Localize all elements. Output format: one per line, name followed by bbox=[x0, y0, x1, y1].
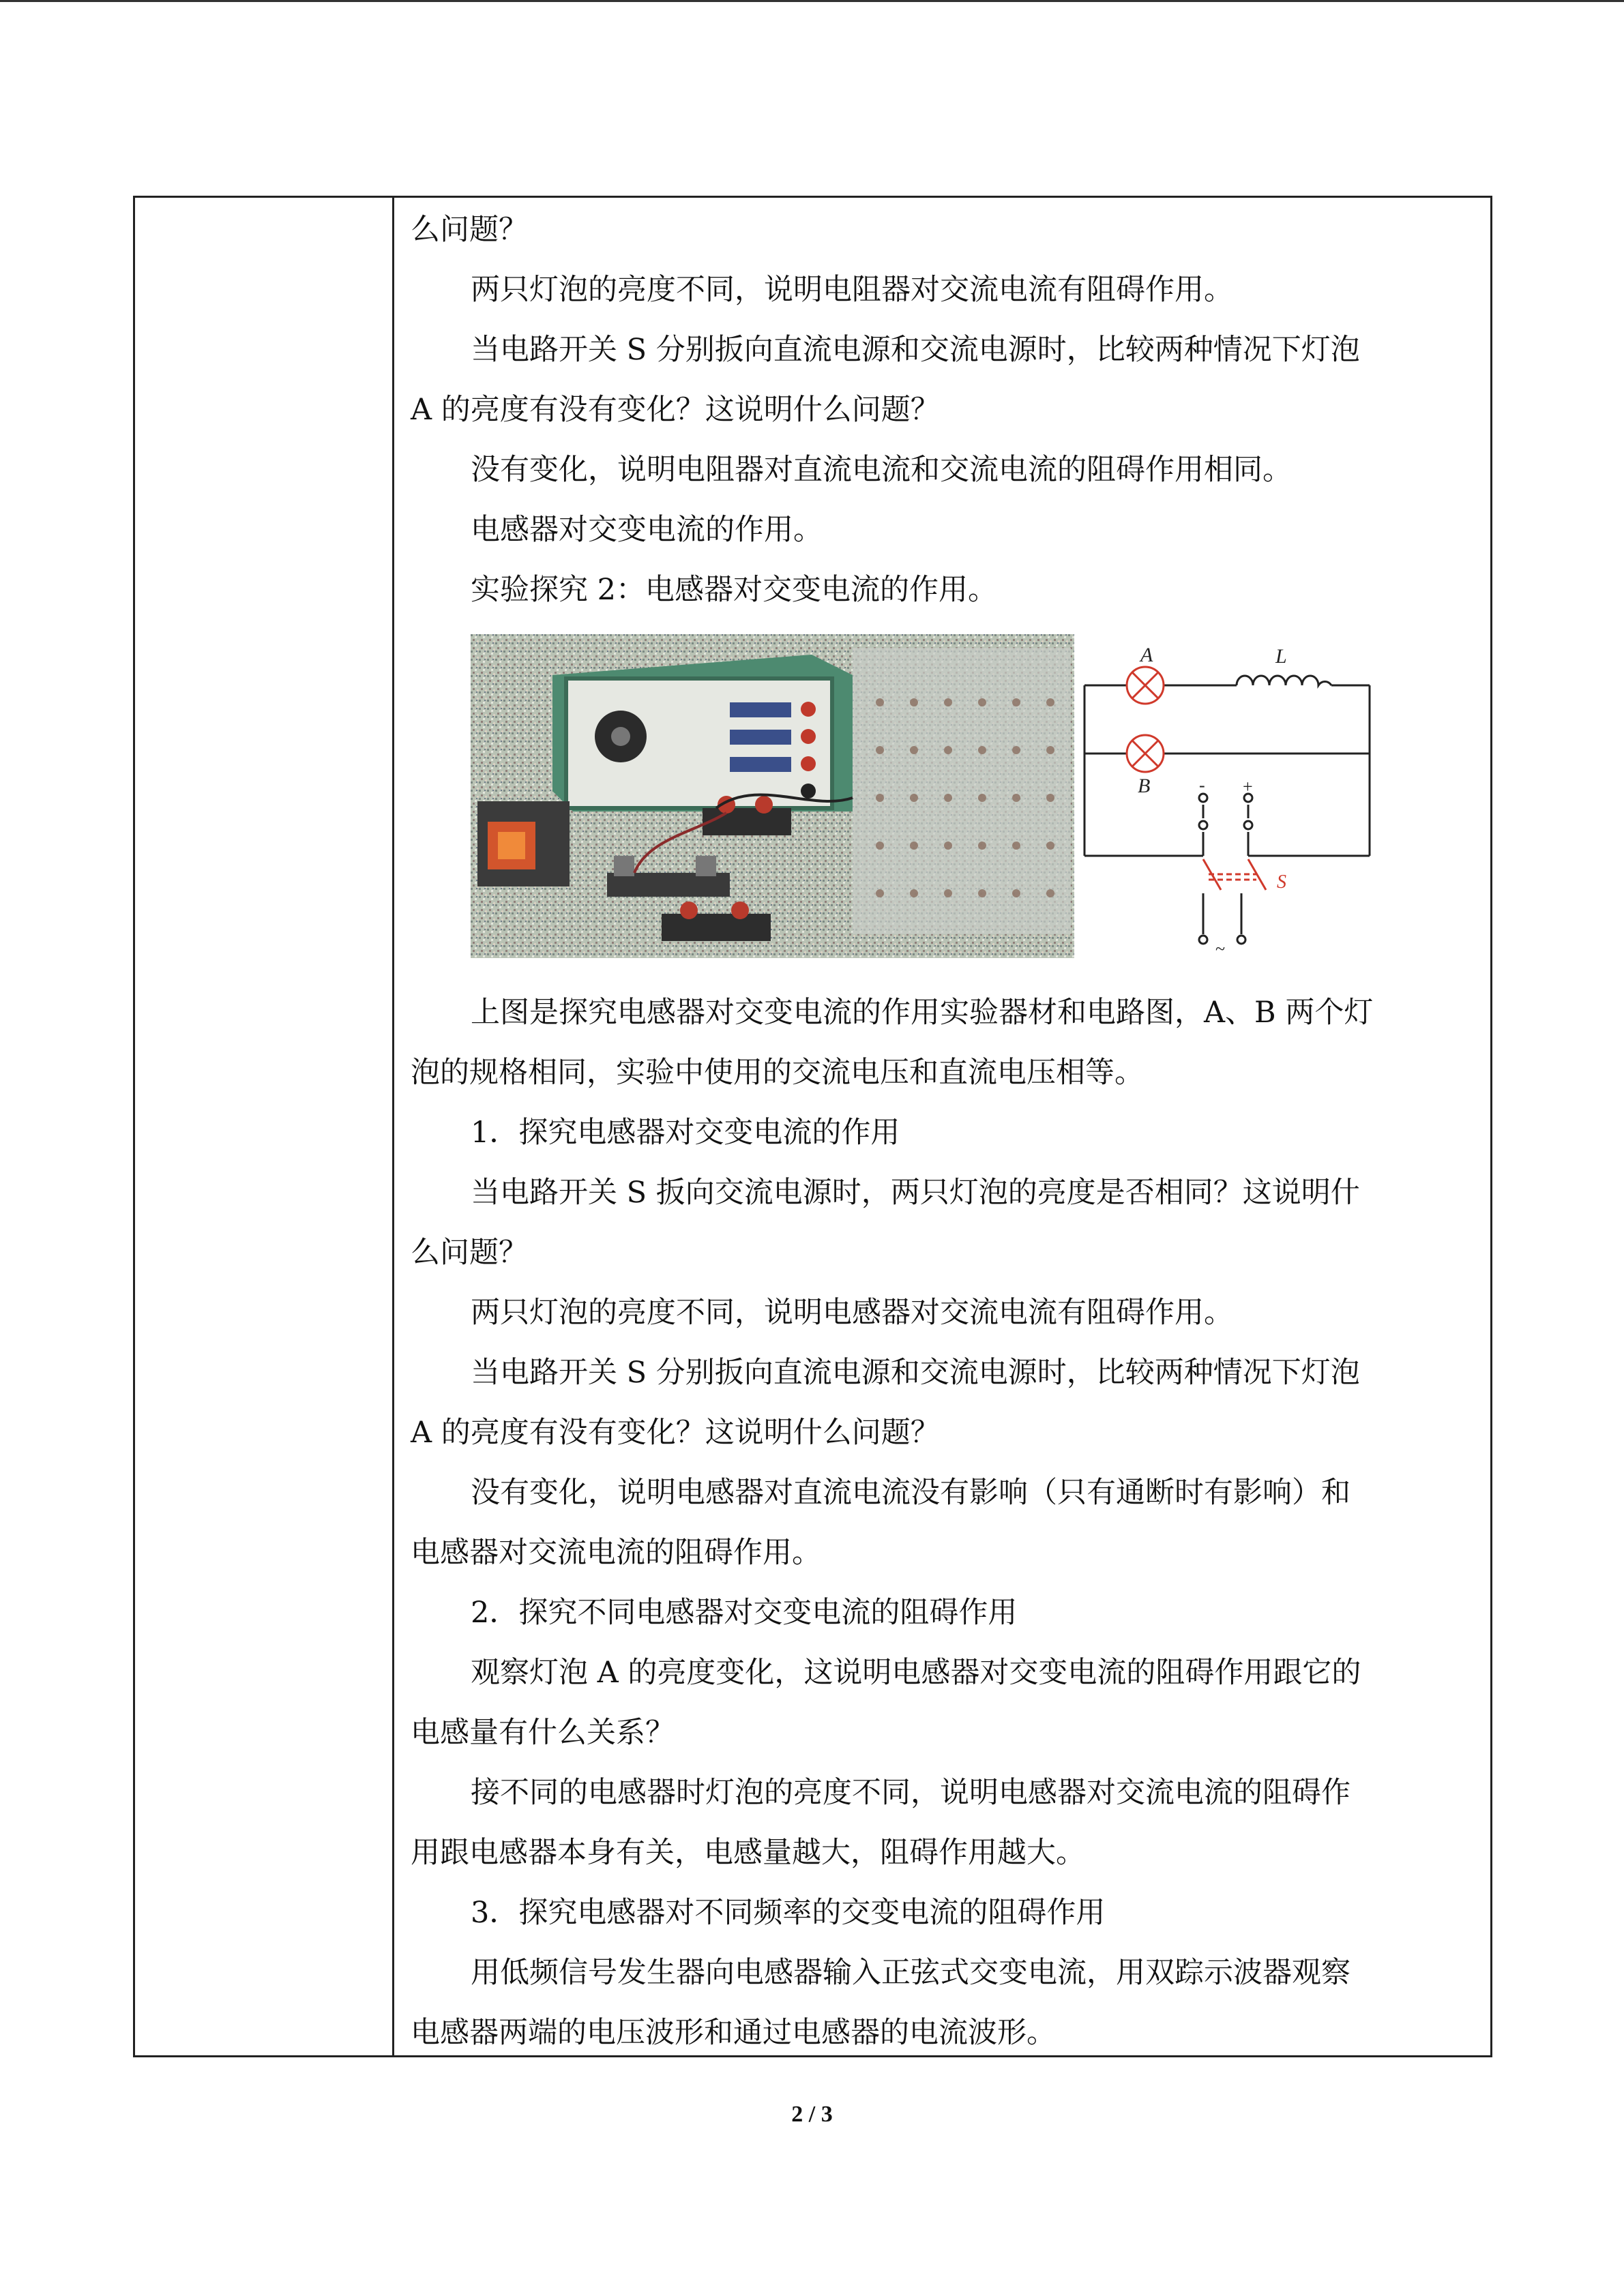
text-line: 2．探究不同电感器对交变电流的阻碍作用 bbox=[471, 1596, 1018, 1630]
lesson-table bbox=[133, 196, 1492, 2057]
text-line: 用跟电感器本身有关，电感量越大，阻碍作用越大。 bbox=[411, 1836, 1085, 1870]
text-line: 没有变化，说明电阻器对直流电流和交流电流的阻碍作用相同。 bbox=[471, 453, 1292, 487]
text-line: 实验探究 2：电感器对交变电流的作用。 bbox=[471, 573, 998, 607]
ac-symbol-label: ~ bbox=[1215, 939, 1226, 959]
text-line: 当电路开关 S 扳向交流电源时，两只灯泡的亮度是否相同？这说明什 bbox=[471, 1176, 1360, 1210]
page-number: 2 / 3 bbox=[791, 2102, 833, 2127]
text-line: 两只灯泡的亮度不同，说明电阻器对交流电流有阻碍作用。 bbox=[471, 273, 1233, 307]
text-line: 接不同的电感器时灯泡的亮度不同，说明电感器对交流电流的阻碍作 bbox=[471, 1776, 1350, 1810]
text-line: 两只灯泡的亮度不同，说明电感器对交流电流有阻碍作用。 bbox=[471, 1296, 1233, 1330]
table-left-column bbox=[135, 198, 394, 2055]
text-line: 泡的规格相同，实验中使用的交流电压和直流电压相等。 bbox=[411, 1056, 1144, 1090]
text-line: A 的亮度有没有变化？这说明什么问题？ bbox=[411, 1416, 940, 1450]
experiment-figure bbox=[471, 634, 1412, 961]
text-line: 么问题？ bbox=[411, 1236, 528, 1270]
text-line: 观察灯泡 A 的亮度变化，这说明电感器对交变电流的阻碍作用跟它的 bbox=[471, 1656, 1361, 1690]
dc-plus-label: + bbox=[1243, 777, 1253, 796]
inductor-label: L bbox=[1275, 645, 1287, 668]
text-line: 电感量有什么关系？ bbox=[411, 1716, 675, 1750]
equipment-photo bbox=[471, 634, 1074, 958]
text-line: 么问题？ bbox=[411, 213, 528, 247]
lamp-b-label: B bbox=[1138, 775, 1151, 797]
text-line: 当电路开关 S 分别扳向直流电源和交流电源时，比较两种情况下灯泡 bbox=[471, 333, 1360, 367]
text-line: A 的亮度有没有变化？这说明什么问题？ bbox=[411, 393, 940, 427]
text-line: 电感器两端的电压波形和通过电感器的电流波形。 bbox=[411, 2016, 1056, 2050]
lamp-a-label: A bbox=[1140, 644, 1153, 666]
text-line: 没有变化，说明电感器对直流电流没有影响（只有通断时有影响）和 bbox=[471, 1476, 1350, 1510]
dc-minus-label: - bbox=[1199, 775, 1205, 795]
text-line: 1．探究电感器对交变电流的作用 bbox=[471, 1116, 900, 1150]
text-line: 当电路开关 S 分别扳向直流电源和交流电源时，比较两种情况下灯泡 bbox=[471, 1356, 1360, 1390]
text-line: 电感器对交变电流的作用。 bbox=[471, 513, 823, 547]
text-line: 3．探究电感器对不同频率的交变电流的阻碍作用 bbox=[471, 1896, 1106, 1930]
page-top-rule bbox=[0, 0, 1624, 2]
text-line: 上图是探究电感器对交变电流的作用实验器材和电路图，A、B 两个灯 bbox=[471, 996, 1374, 1030]
text-line: 电感器对交流电流的阻碍作用。 bbox=[411, 1536, 821, 1570]
text-line: 用低频信号发生器向电感器输入正弦式交变电流，用双踪示波器观察 bbox=[471, 1956, 1350, 1990]
circuit-diagram bbox=[1078, 634, 1378, 961]
switch-label: S bbox=[1277, 871, 1286, 893]
